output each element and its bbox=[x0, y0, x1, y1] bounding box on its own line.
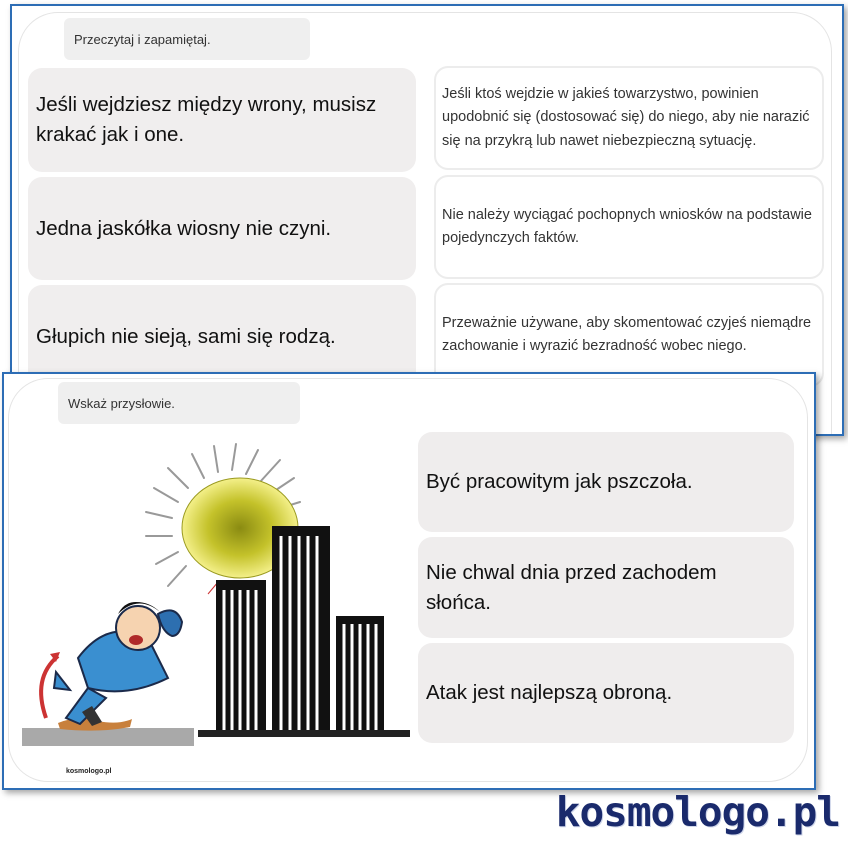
instruction-label: Wskaż przysłowie. bbox=[58, 382, 300, 424]
building-ground bbox=[198, 730, 410, 737]
floor bbox=[22, 728, 194, 746]
brand-logo: kosmologo.pl bbox=[555, 788, 840, 836]
explanation-card-3: Przeważnie używane, aby skomentować czyjeś niemądre zachowanie i wyrazić bezradność wobec niego. bbox=[434, 283, 824, 387]
answer-option-3[interactable]: Atak jest najlepszą obroną. bbox=[418, 643, 794, 743]
proverb-card-1[interactable]: Jeśli wejdziesz między wrony, musisz krakać jak i one. bbox=[28, 68, 416, 172]
bottom-card bbox=[2, 372, 816, 790]
building-left bbox=[216, 580, 266, 736]
slipping-man bbox=[54, 602, 182, 726]
watermark: kosmologo.pl bbox=[66, 768, 112, 775]
instruction-label: Przeczytaj i zapamiętaj. bbox=[64, 18, 310, 60]
building-tall bbox=[272, 526, 330, 736]
proverb-card-3[interactable]: Głupich nie sieją, sami się rodzą. bbox=[28, 285, 416, 389]
answer-option-1[interactable]: Być pracowitym jak pszczoła. bbox=[418, 432, 794, 532]
explanation-card-1: Jeśli ktoś wejdzie w jakieś towarzystwo, powinien upodobnić się (dostosować się) do niego, aby nie narazić się na przykrą lub nawet niebezpieczną sytuację. bbox=[434, 66, 824, 170]
explanation-card-2: Nie należy wyciągać pochopnych wniosków na podstawie pojedynczych faktów. bbox=[434, 175, 824, 279]
answer-option-2[interactable]: Nie chwal dnia przed zachodem słońca. bbox=[418, 537, 794, 638]
building-right bbox=[336, 616, 384, 736]
illustration bbox=[18, 418, 418, 748]
proverb-card-2[interactable]: Jedna jaskółka wiosny nie czyni. bbox=[28, 177, 416, 280]
